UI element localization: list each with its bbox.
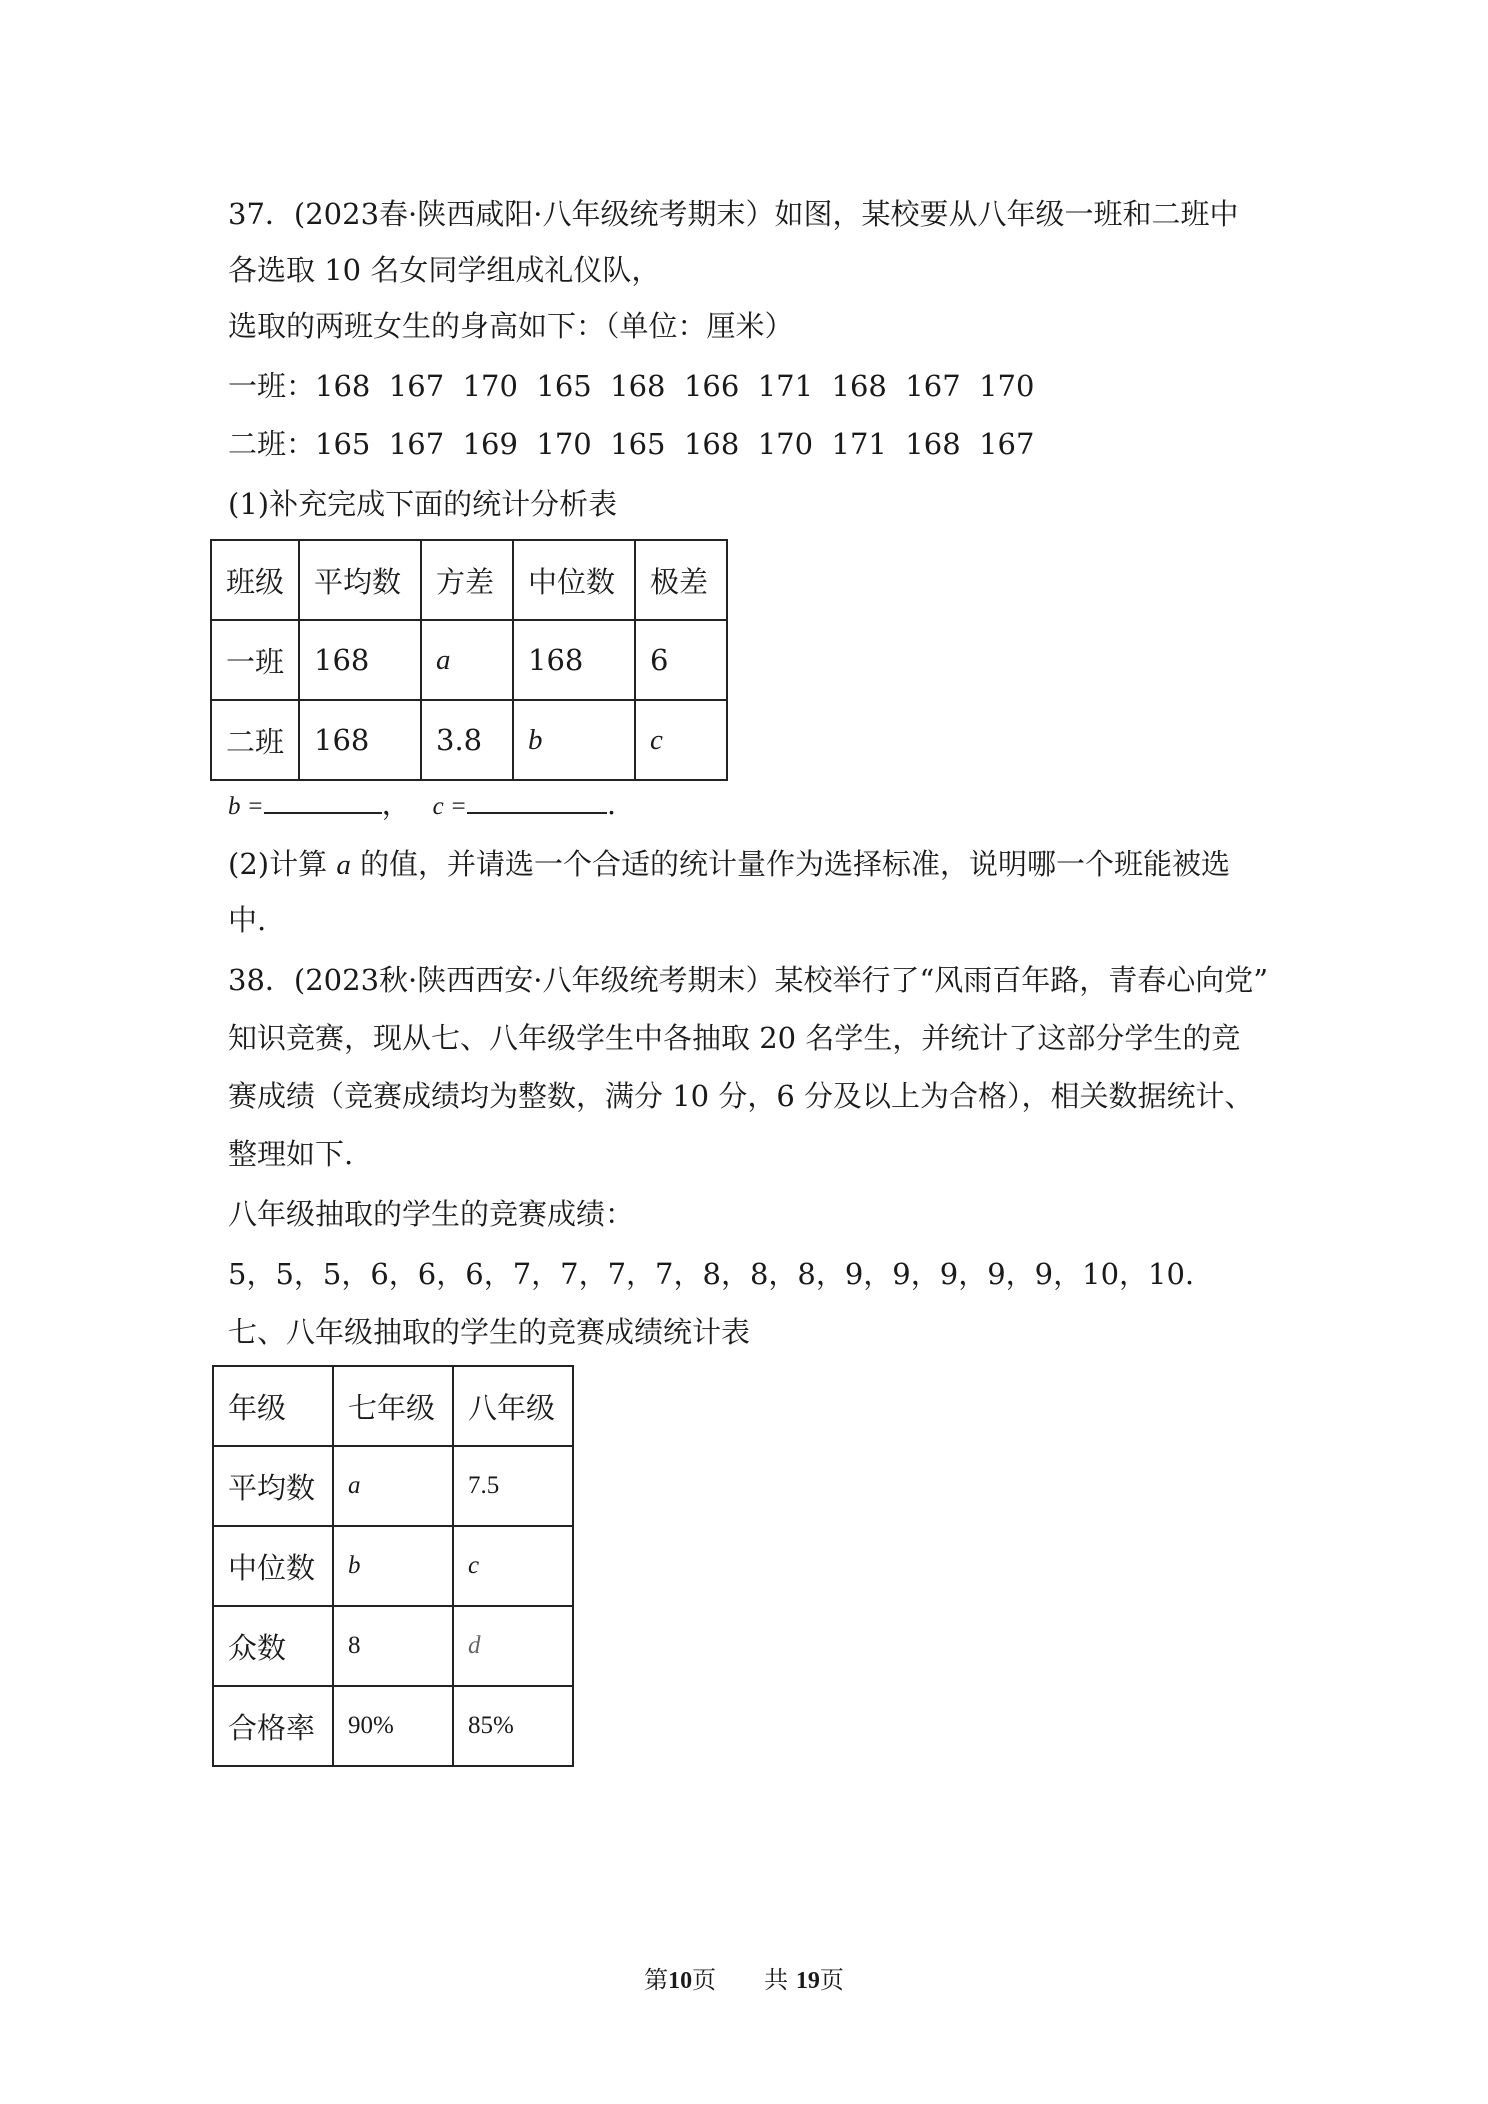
fill-end: . (606, 787, 617, 821)
table-cell: 中位数 (213, 1526, 333, 1606)
q37-stats-table (210, 539, 728, 781)
q37-line-3: 选取的两班女生的身高如下：（单位：厘米） (228, 309, 794, 343)
fill-c-label: c = (432, 793, 467, 820)
q37-part1: (1)补充完成下面的统计分析表 (228, 487, 618, 521)
table-cell: 85% (453, 1686, 573, 1766)
q38-line-2: 知识竞赛，现从七、八年级学生中各抽取 20 名学生，并统计了这部分学生的竞 (228, 1021, 1241, 1055)
page-suffix: 页 (692, 1966, 717, 1994)
table-row (213, 1606, 573, 1686)
page-footer (0, 1960, 1488, 1995)
part2-prefix: (2)计算 (228, 847, 328, 881)
total-pages: 19 (795, 1968, 820, 1994)
q37-part2-line-1 (228, 842, 1230, 887)
table-cell: 7.5 (453, 1446, 573, 1526)
table-cell: 一班 (211, 620, 299, 700)
table-header-cell: 中位数 (513, 540, 635, 620)
table-header-cell: 方差 (421, 540, 513, 620)
fill-separator: ， (381, 787, 411, 821)
q38-line-3: 赛成绩（竞赛成绩均为整数，满分 10 分，6 分及以上为合格），相关数据统计、 (228, 1079, 1254, 1113)
table-header-row (211, 540, 727, 620)
q37-line-2: 各选取 10 名女同学组成礼仪队， (228, 253, 661, 287)
table-header-cell: 平均数 (299, 540, 421, 620)
table-cell: 168 (299, 620, 421, 700)
table-cell: 168 (299, 700, 421, 780)
table-cell: b (333, 1526, 453, 1606)
part2-variable: a (336, 849, 351, 881)
q38-line-5: 八年级抽取的学生的竞赛成绩： (228, 1197, 635, 1231)
table-row (213, 1526, 573, 1606)
table-cell: b (513, 700, 635, 780)
table-cell: 90% (333, 1686, 453, 1766)
table-header-cell: 年级 (213, 1366, 333, 1446)
table-cell: 168 (513, 620, 635, 700)
table-header-cell: 八年级 (453, 1366, 573, 1446)
total-suffix: 页 (819, 1966, 844, 1994)
q37-line-1: 37．(2023春·陕西咸阳·八年级统考期末）如图，某校要从八年级一班和二班中 (228, 197, 1239, 231)
q38-line-4: 整理如下. (228, 1137, 354, 1171)
q37-class1-heights: 一班：168 167 170 165 168 166 171 168 167 170 (228, 369, 1035, 403)
table-cell: a (421, 620, 513, 700)
fill-b-blank[interactable] (264, 786, 382, 814)
table-header-row (213, 1366, 573, 1446)
table-cell: c (453, 1526, 573, 1606)
q38-stats-table (212, 1365, 574, 1767)
table-cell: 3.8 (421, 700, 513, 780)
fill-c-blank[interactable] (467, 786, 607, 814)
table-row (211, 620, 727, 700)
q38-line-1: 38．(2023秋·陕西西安·八年级统考期末）某校举行了“风雨百年路，青春心向党” (228, 963, 1269, 997)
table-cell: 合格率 (213, 1686, 333, 1766)
table-row (211, 700, 727, 780)
total-prefix: 共 (764, 1966, 789, 1994)
table-row (213, 1686, 573, 1766)
table-cell: 平均数 (213, 1446, 333, 1526)
q37-fill-blanks (228, 782, 616, 829)
page-prefix: 第 (644, 1966, 669, 1994)
table-cell: a (333, 1446, 453, 1526)
page-number: 10 (668, 1968, 693, 1994)
table-row (213, 1446, 573, 1526)
table-cell: c (635, 700, 727, 780)
q38-table-title: 七、八年级抽取的学生的竞赛成绩统计表 (228, 1315, 751, 1349)
table-header-cell: 极差 (635, 540, 727, 620)
table-header-cell: 班级 (211, 540, 299, 620)
q37-class2-heights: 二班：165 167 169 170 165 168 170 171 168 167 (228, 427, 1035, 461)
q37-part2-line-2: 中. (228, 903, 267, 937)
table-header-cell: 七年级 (333, 1366, 453, 1446)
table-cell: 6 (635, 620, 727, 700)
q38-scores: 5，5，5，6，6，6，7，7，7，7，8，8，8，9，9，9，9，9，10，10. (228, 1257, 1195, 1291)
part2-text: 的值，并请选一个合适的统计量作为选择标准，说明哪一个班能被选 (360, 847, 1231, 881)
fill-b-label: b = (228, 793, 264, 820)
table-cell: 众数 (213, 1606, 333, 1686)
table-cell: 二班 (211, 700, 299, 780)
table-cell: d (453, 1606, 573, 1686)
table-cell: 8 (333, 1606, 453, 1686)
